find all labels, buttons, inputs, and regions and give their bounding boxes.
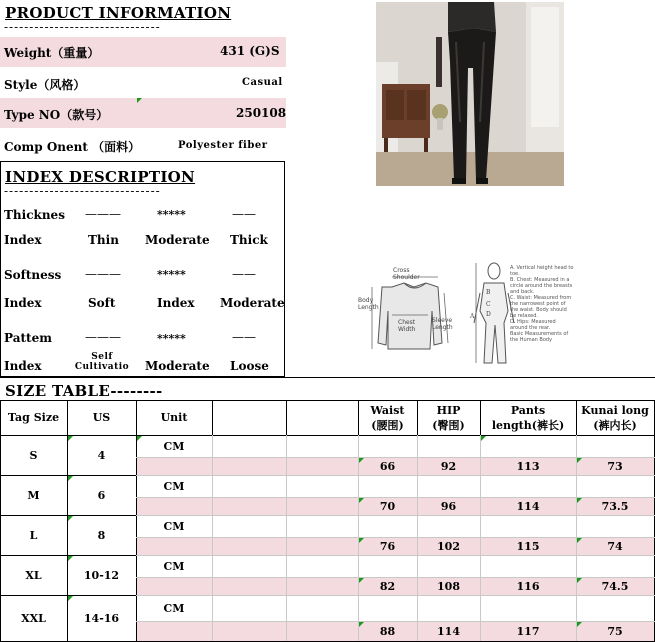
size-tag-l: L: [29, 528, 38, 542]
body-length-label: Body Length: [358, 297, 379, 311]
cell-marker: [137, 98, 142, 103]
weight-value: 431 (G)S: [220, 44, 280, 58]
header-hip-cn: (臀围): [432, 418, 465, 432]
kunai-s: 73: [607, 459, 623, 473]
cell-marker: [68, 476, 73, 481]
product-info-divider: -------------------------------: [4, 20, 161, 34]
kunai-xxl: 75: [607, 624, 623, 638]
hip-s: 92: [440, 459, 457, 473]
style-label: Style（风格）: [4, 78, 86, 92]
cell-marker: [68, 516, 73, 521]
index-description-title: INDEX DESCRIPTION: [5, 168, 196, 186]
pattern-stars: *****: [157, 332, 186, 345]
pattern-level-low: Self Cultivatio: [74, 352, 130, 372]
kunai-l: 74: [607, 539, 623, 553]
kunai-m: 73.5: [601, 499, 629, 513]
size-unit-xxl: CM: [163, 601, 185, 615]
component-label: Comp Onent （面料）: [4, 140, 141, 154]
thickness-right-line: ——: [232, 207, 256, 221]
thickness-level-high: Thick: [230, 233, 268, 247]
cell-marker: [137, 436, 142, 441]
cell-marker: [359, 578, 364, 583]
cell-marker: [359, 622, 364, 627]
letter-a: A: [470, 313, 475, 320]
note-d: D. Hips: Measured around the rear.: [510, 319, 556, 331]
size-us-s: 4: [97, 448, 106, 462]
size-unit-l: CM: [163, 519, 185, 533]
size-us-m: 6: [97, 488, 106, 502]
thickness-stars: *****: [157, 208, 186, 221]
header-blank-2: [286, 400, 358, 435]
size-unit-xl: CM: [163, 559, 185, 573]
softness-label: Softness: [4, 268, 62, 282]
header-pants-cn: length(裤长): [491, 418, 565, 432]
cell-marker: [577, 538, 582, 543]
type-label: Type NO（款号）: [4, 108, 109, 122]
header-pants-length: [480, 400, 576, 435]
product-info-title: PRODUCT INFORMATION: [5, 4, 232, 22]
letter-b: B: [486, 289, 491, 296]
pattern-level-mid: Moderate: [145, 359, 210, 373]
hip-m: 96: [440, 499, 457, 513]
cell-marker: [68, 596, 73, 601]
pants-m: 114: [516, 499, 540, 513]
header-waist: [358, 400, 417, 435]
hip-l: 102: [437, 539, 460, 553]
cell-marker: [68, 556, 73, 561]
thickness-left-line: ———: [85, 207, 121, 221]
header-waist-cn: (腰围): [371, 418, 404, 432]
header-kunai-en: Kunai long: [581, 403, 649, 417]
softness-level-high: Moderate: [220, 296, 285, 310]
header-kunai-cn: (裤内长): [593, 418, 637, 432]
waist-xxl: 88: [379, 624, 396, 638]
cell-marker: [577, 622, 582, 627]
thickness-index-label: Index: [4, 233, 42, 247]
size-table-title: SIZE TABLE--------: [5, 382, 163, 400]
size-unit-m: CM: [163, 479, 185, 493]
pattern-label: Pattem: [4, 331, 52, 345]
cell-marker: [359, 498, 364, 503]
cell-marker: [577, 458, 582, 463]
size-us-xl: 10-12: [83, 568, 120, 582]
waist-s: 66: [379, 459, 396, 473]
size-unit-s: CM: [163, 439, 185, 453]
header-hip-en: HIP: [436, 403, 461, 417]
weight-label: Weight（重量）: [4, 46, 100, 60]
style-value: Casual: [242, 77, 283, 88]
note-b: B. Chest: Measured in a circle around the breasts and back.: [510, 277, 573, 295]
size-tag-xl: XL: [25, 568, 42, 582]
pants-xl: 116: [516, 579, 540, 593]
index-description-divider: -------------------------------: [4, 184, 161, 198]
pattern-right-line: ——: [232, 330, 256, 344]
softness-index-label: Index: [4, 296, 42, 310]
waist-m: 70: [379, 499, 396, 513]
pattern-level-high: Loose: [230, 359, 269, 373]
pants-l: 115: [516, 539, 540, 553]
component-value: Polyester fiber: [178, 140, 268, 151]
header-waist-en: Waist: [370, 403, 405, 417]
softness-level-mid: Index: [157, 296, 195, 310]
header-unit: Unit: [160, 411, 188, 424]
letter-c: C: [486, 301, 491, 308]
waist-l: 76: [379, 539, 396, 553]
header-hip: [417, 400, 480, 435]
measurement-diagram: [358, 253, 576, 373]
header-kunai-long: [576, 400, 654, 435]
cell-marker: [359, 538, 364, 543]
product-photo: [376, 2, 564, 186]
kunai-xl: 74.5: [601, 579, 629, 593]
softness-left-line: ———: [85, 267, 121, 281]
note-footer: Basic Measurements of the Human Body: [510, 331, 569, 343]
size-tag-xxl: XXL: [21, 611, 46, 625]
pattern-index-label: Index: [4, 359, 42, 373]
size-us-xxl: 14-16: [83, 611, 120, 625]
section-divider: [0, 377, 655, 378]
pants-s: 113: [516, 459, 540, 473]
thickness-level-low: Thin: [88, 233, 119, 247]
cross-shoulder-label: Cross Shoulder: [393, 267, 420, 281]
note-a: A. Vertical height head to toe.: [510, 265, 574, 277]
hip-xl: 108: [437, 579, 460, 593]
cell-marker: [577, 498, 582, 503]
hip-xxl: 114: [437, 624, 460, 638]
size-tag-s: S: [29, 448, 38, 462]
softness-level-low: Soft: [88, 296, 116, 310]
cell-marker: [359, 458, 364, 463]
size-tag-m: M: [27, 488, 40, 502]
softness-right-line: ——: [232, 267, 256, 281]
size-table: [0, 400, 655, 642]
thickness-level-mid: Moderate: [145, 233, 210, 247]
sleeve-length-label: Sleeve Length: [432, 317, 453, 331]
cell-marker: [577, 578, 582, 583]
header-tag-size: Tag Size: [7, 411, 60, 424]
thickness-label: Thicknes: [4, 208, 65, 222]
cell-marker: [481, 436, 486, 441]
letter-d: D: [486, 311, 491, 318]
pants-xxl: 117: [516, 624, 540, 638]
cell-marker: [68, 436, 73, 441]
size-us-l: 8: [97, 528, 106, 542]
softness-stars: *****: [157, 268, 186, 281]
note-c: C. Waist: Measured from the narrowest point of the waist. Body should be relaxed.: [510, 295, 572, 319]
type-value: 250108: [236, 106, 287, 120]
waist-xl: 82: [379, 579, 396, 593]
header-blank-1: [212, 400, 286, 435]
pattern-left-line: ———: [85, 330, 121, 344]
header-pants-en: Pants: [510, 403, 546, 417]
measurement-notes: [510, 265, 574, 343]
chest-width-label: Chest Width: [398, 319, 416, 333]
header-us: US: [92, 411, 111, 424]
